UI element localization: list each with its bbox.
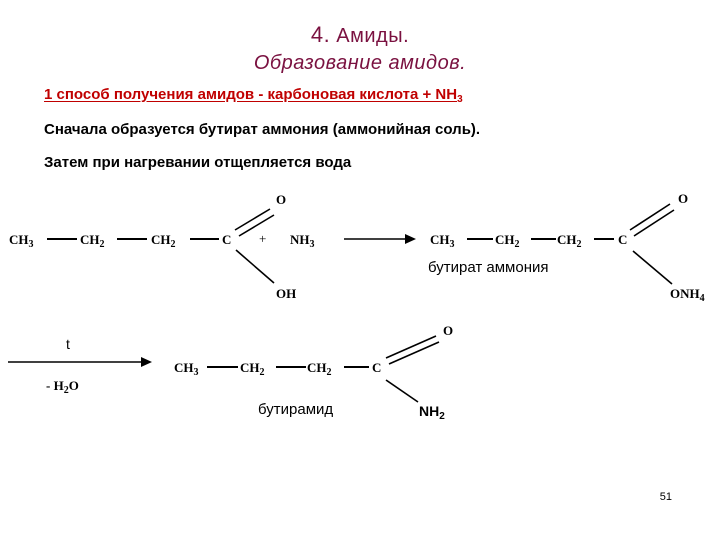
p1-ch3: $CH_3$ <box>430 232 455 250</box>
p2-amine: $NH_2$ <box>419 403 445 422</box>
p1-carbon: C <box>618 232 628 247</box>
p1-ch2-b: $CH_2$ <box>557 232 582 250</box>
bond-r1-oh <box>236 250 274 283</box>
p2-name: бутирамид <box>258 401 334 418</box>
p1-ch2-a: $CH_2$ <box>495 232 520 250</box>
paragraph-line-2: Затем при нагревании отщепляется вода <box>44 154 352 171</box>
p1-oxygen: O <box>678 191 689 206</box>
p2-oxygen: O <box>443 323 454 338</box>
double-bond-r1-a <box>235 209 270 230</box>
r1-oxygen: O <box>276 192 287 207</box>
bond-p2-nh2 <box>386 380 418 402</box>
r1-ammonia: $NH_3$ <box>290 232 315 250</box>
p2-carbon: C <box>372 360 382 375</box>
bond-p1-onh4 <box>633 251 672 284</box>
p2-ch3: $CH_3$ <box>174 360 199 378</box>
p2-ch2-b: $CH_2$ <box>307 360 332 378</box>
r1-hydroxyl: OH <box>276 286 297 301</box>
p1-name: бутират аммония <box>428 259 549 276</box>
r1-carbon: C <box>222 232 232 247</box>
section-title: Амиды. <box>336 25 410 47</box>
r1-ch2-a: $CH_2$ <box>80 232 105 250</box>
paragraph-line-1: Сначала образуется бутират аммония (аммонийная соль). <box>44 121 481 138</box>
page-number: 51 <box>659 491 672 503</box>
arrow-1-head <box>405 234 416 244</box>
p1-onh4: $ONH_4$ <box>670 286 705 304</box>
condition-heat: t <box>66 336 70 352</box>
method-text: 1 способ получения амидов - карбоновая кислота + NH <box>44 86 458 103</box>
section-number: 4. <box>310 22 331 47</box>
condition-minus-water: - $H_2O$ <box>46 378 79 396</box>
page-subtitle: Образование амидов. <box>253 52 467 74</box>
plus-sign: + <box>259 231 267 246</box>
double-bond-r1-b <box>239 215 274 236</box>
arrow-2-head <box>141 357 152 367</box>
method-sub: 3 <box>457 94 463 105</box>
p2-ch2-a: $CH_2$ <box>240 360 265 378</box>
r1-ch3: $CH_3$ <box>9 232 34 250</box>
r1-ch2-b: $CH_2$ <box>151 232 176 250</box>
